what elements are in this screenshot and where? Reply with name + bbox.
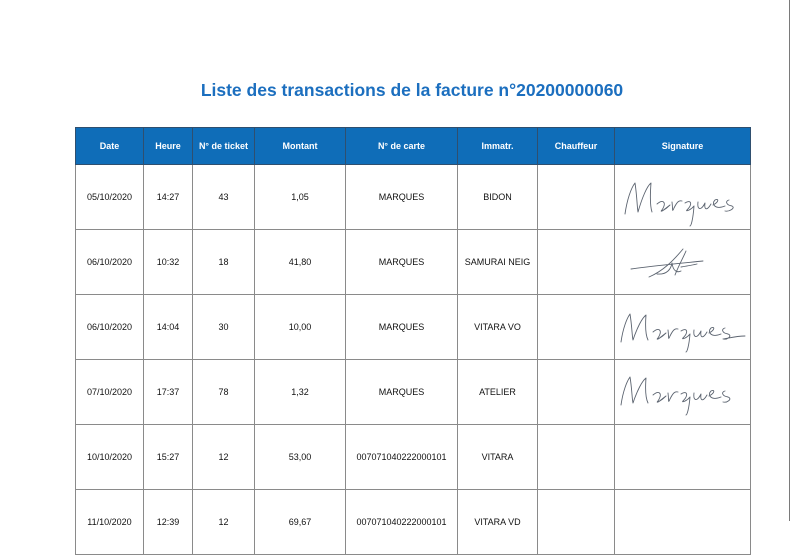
cell-ticket: 18 <box>193 230 255 295</box>
cell-montant: 69,67 <box>255 490 346 555</box>
cell-montant: 41,80 <box>255 230 346 295</box>
header-signature: Signature <box>615 128 751 165</box>
cell-date: 06/10/2020 <box>76 230 144 295</box>
cell-signature <box>615 165 751 230</box>
cell-ticket: 30 <box>193 295 255 360</box>
header-immatr: Immatr. <box>458 128 538 165</box>
table-row <box>76 295 751 360</box>
header-heure: Heure <box>144 128 193 165</box>
cell-date: 05/10/2020 <box>76 165 144 230</box>
cell-signature <box>615 490 751 555</box>
cell-chauffeur <box>538 360 615 425</box>
header-chauffeur: Chauffeur <box>538 128 615 165</box>
page-edge <box>789 0 790 521</box>
cell-heure: 14:27 <box>144 165 193 230</box>
table-row <box>76 230 751 295</box>
cell-heure: 12:39 <box>144 490 193 555</box>
cell-date: 07/10/2020 <box>76 360 144 425</box>
cell-signature <box>615 230 751 295</box>
cell-date: 06/10/2020 <box>76 295 144 360</box>
cell-signature <box>615 295 751 360</box>
cell-carte: 007071040222000101 <box>346 425 458 490</box>
cell-chauffeur <box>538 295 615 360</box>
cell-chauffeur <box>538 425 615 490</box>
cell-ticket: 12 <box>193 490 255 555</box>
header-ticket: N° de ticket <box>193 128 255 165</box>
cell-montant: 1,05 <box>255 165 346 230</box>
table-header-row <box>76 128 751 165</box>
cell-immatr: BIDON <box>458 165 538 230</box>
header-date: Date <box>76 128 144 165</box>
cell-carte: 007071040222000101 <box>346 490 458 555</box>
cell-immatr: VITARA <box>458 425 538 490</box>
cell-immatr: VITARA VD <box>458 490 538 555</box>
header-carte: N° de carte <box>346 128 458 165</box>
cell-immatr: SAMURAI NEIG <box>458 230 538 295</box>
cell-immatr: VITARA VO <box>458 295 538 360</box>
table-row <box>76 360 751 425</box>
cell-ticket: 12 <box>193 425 255 490</box>
handwritten-signature <box>615 296 751 358</box>
document-title: Liste des transactions de la facture n°20200000060 <box>200 80 624 100</box>
cell-carte: MARQUES <box>346 295 458 360</box>
cell-heure: 14:04 <box>144 295 193 360</box>
cell-montant: 1,32 <box>255 360 346 425</box>
table-row <box>76 425 751 490</box>
cell-carte: MARQUES <box>346 360 458 425</box>
handwritten-signature <box>615 231 751 293</box>
cell-heure: 15:27 <box>144 425 193 490</box>
cell-carte: MARQUES <box>346 230 458 295</box>
handwritten-signature <box>615 166 751 228</box>
cell-signature <box>615 425 751 490</box>
cell-ticket: 78 <box>193 360 255 425</box>
cell-date: 10/10/2020 <box>76 425 144 490</box>
cell-signature <box>615 360 751 425</box>
cell-montant: 53,00 <box>255 425 346 490</box>
cell-immatr: ATELIER <box>458 360 538 425</box>
header-montant: Montant <box>255 128 346 165</box>
cell-heure: 17:37 <box>144 360 193 425</box>
transactions-table <box>75 127 751 555</box>
table-row <box>76 165 751 230</box>
cell-heure: 10:32 <box>144 230 193 295</box>
cell-ticket: 43 <box>193 165 255 230</box>
cell-date: 11/10/2020 <box>76 490 144 555</box>
cell-chauffeur <box>538 490 615 555</box>
cell-carte: MARQUES <box>346 165 458 230</box>
cell-chauffeur <box>538 230 615 295</box>
table-row <box>76 490 751 555</box>
handwritten-signature <box>615 361 751 423</box>
cell-montant: 10,00 <box>255 295 346 360</box>
cell-chauffeur <box>538 165 615 230</box>
